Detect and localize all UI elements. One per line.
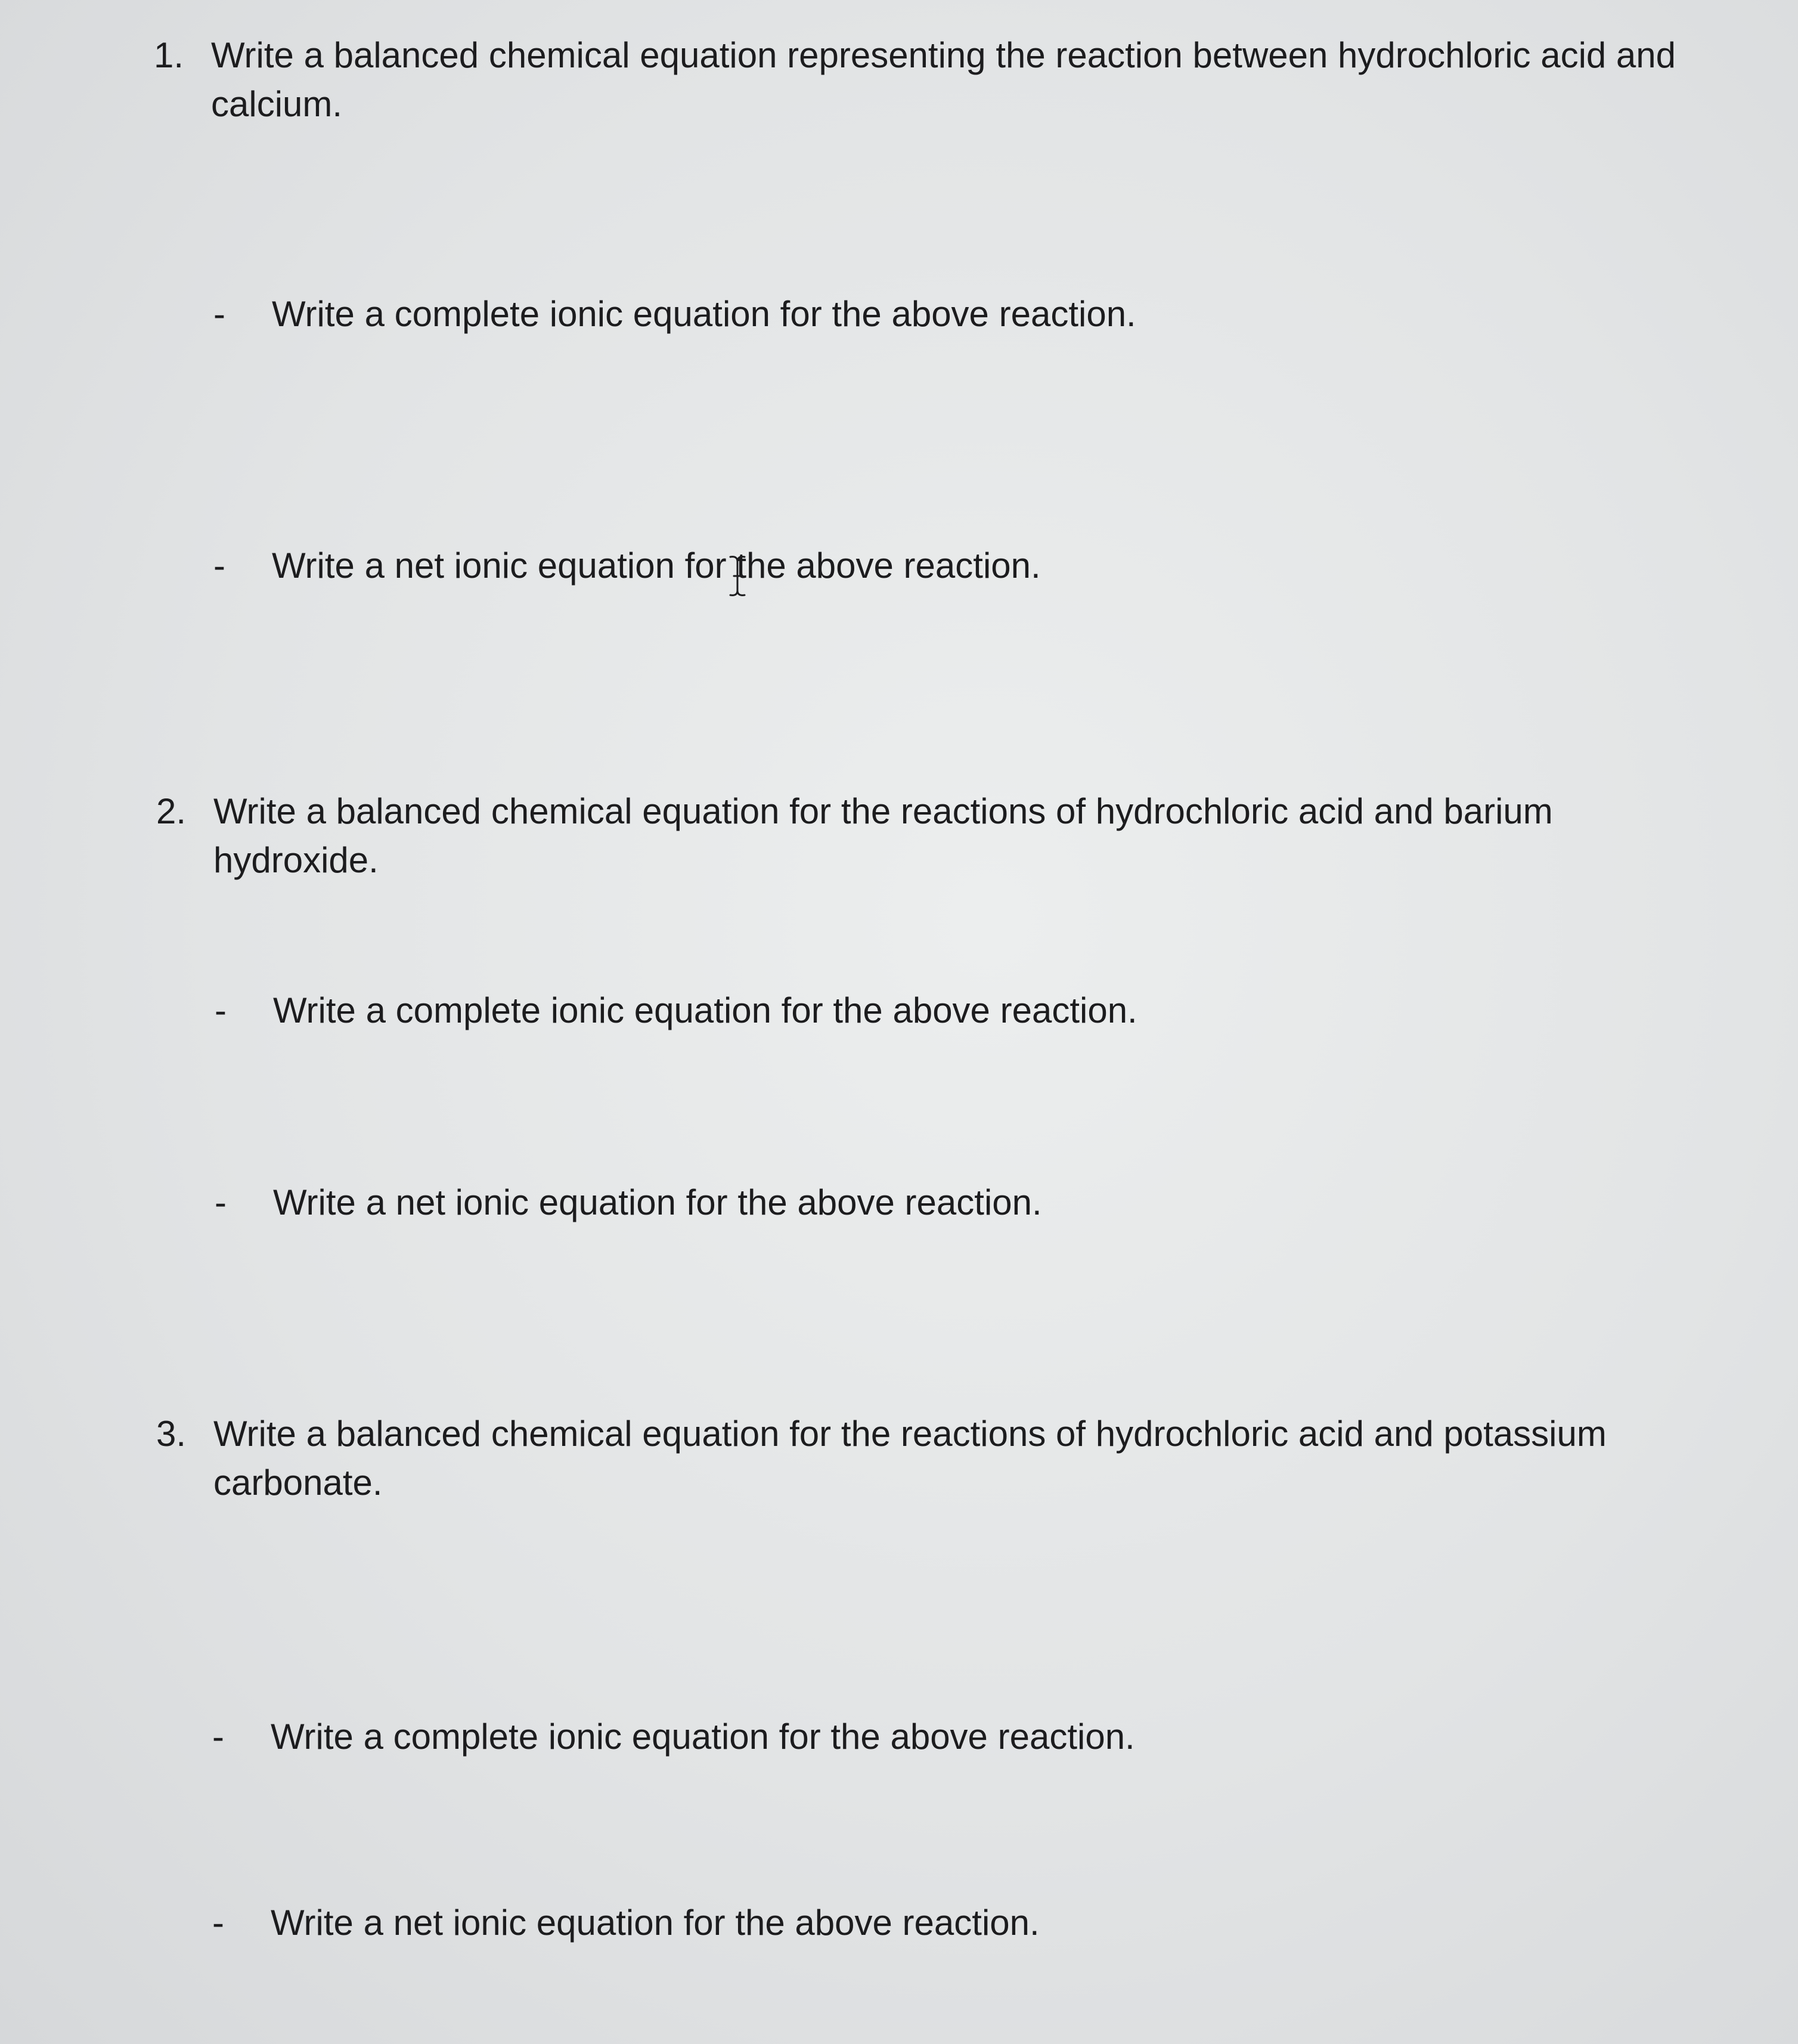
- bullet-dash: -: [213, 546, 225, 586]
- question-2-text: Write a balanced chemical equation for the reactions of hydrochloric acid and barium hydroxide.: [213, 791, 1553, 880]
- question-2-number: 2.: [156, 791, 187, 831]
- subpart-text: Write a net ionic equation for the above reaction.: [272, 546, 1041, 586]
- question-3-number: 3.: [156, 1414, 187, 1454]
- question-3-text: Write a balanced chemical equation for the reactions of hydrochloric acid and potassium carbonate.: [213, 1414, 1607, 1503]
- bullet-dash: -: [212, 1903, 224, 1943]
- subpart-text: Write a net ionic equation for the above reaction.: [271, 1903, 1040, 1943]
- subpart-text: Write a complete ionic equation for the above reaction.: [271, 1717, 1135, 1757]
- question-1-text: Write a balanced chemical equation representing the reaction between hydrochloric acid and calcium.: [211, 35, 1676, 124]
- subpart-text: Write a net ionic equation for the above reaction.: [273, 1182, 1042, 1222]
- bullet-dash: -: [212, 1717, 224, 1757]
- bullet-dash: -: [215, 1182, 227, 1222]
- subpart-text: Write a complete ionic equation for the above reaction.: [273, 990, 1137, 1030]
- bullet-dash: -: [215, 990, 227, 1030]
- subpart-text: Write a complete ionic equation for the above reaction.: [272, 294, 1136, 334]
- question-1-number: 1.: [154, 35, 184, 75]
- text-cursor-icon: [728, 555, 746, 597]
- bullet-dash: -: [213, 294, 225, 334]
